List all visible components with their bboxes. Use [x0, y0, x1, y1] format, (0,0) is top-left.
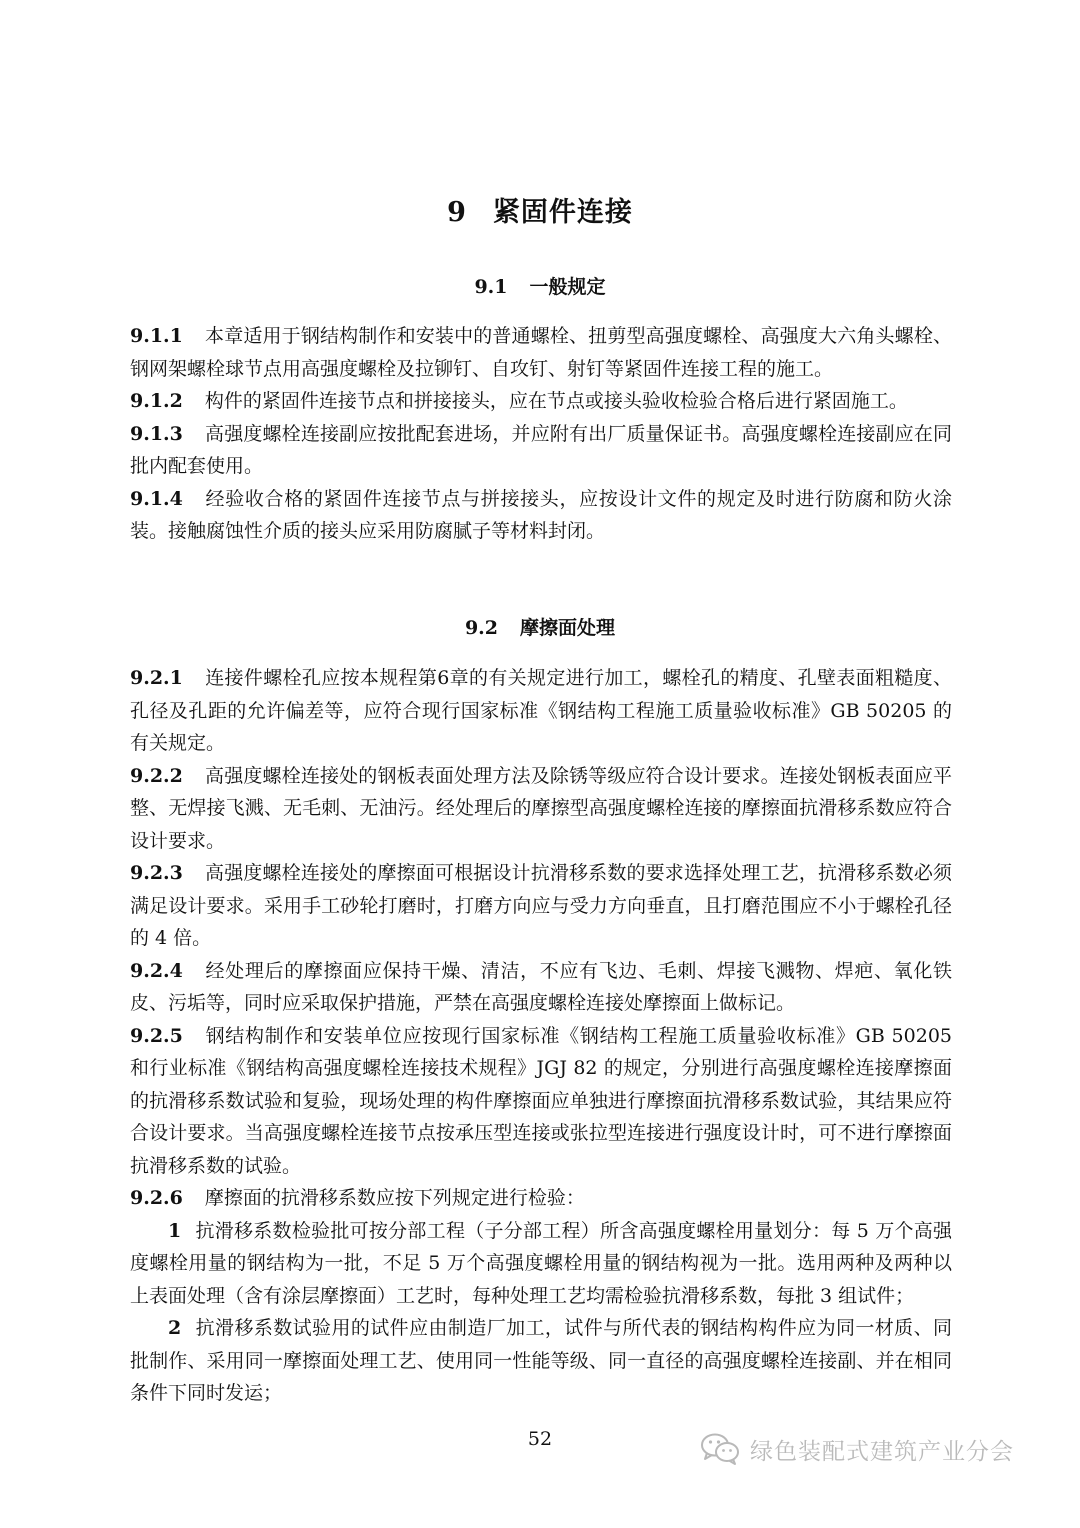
- clause: 9.2.5 钢结构制作和安装单位应按现行国家标准《钢结构工程施工质量验收标准》GB 50205 和行业标准《钢结构高强度螺栓连接技术规程》JGJ 82 的规定，分别进行高强度螺栓连接摩擦面的抗滑移系数试验和复验，现场处理的构件摩擦面应单独进行摩擦面抗滑移系数试验，其结果应符合设计要求。当高强度螺栓连接节点按承压型连接或张拉型连接进行强度设计时，可不进行摩擦面抗滑移系数的试验。: [130, 1024, 952, 1177]
- section-body-9-2: [130, 662, 952, 1410]
- clause: 9.2.3 高强度螺栓连接处的摩擦面可根据设计抗滑移系数的要求选择处理工艺，抗滑移系数必须满足设计要求。采用手工砂轮打磨时，打磨方向应与受力方向垂直，且打磨范围应不小于螺栓孔径的 4 倍。: [130, 862, 952, 949]
- list-item: 2 抗滑移系数试验用的试件应由制造厂加工，试件与所代表的钢结构构件应为同一材质、同批制作、采用同一摩擦面处理工艺、使用同一性能等级、同一直径的高强度螺栓连接副、并在相同条件下同时发运；: [130, 1317, 952, 1404]
- section-title-9-2: 9.2 摩擦面处理: [464, 617, 616, 639]
- section-body-9-1: [130, 320, 952, 548]
- list-item: 1 抗滑移系数检验批可按分部工程（子分部工程）所含高强度螺栓用量划分：每 5 万个高强度螺栓用量的钢结构为一批，不足 5 万个高强度螺栓用量的钢结构视为一批。选用两种及两种以上表面处理（含有涂层摩擦面）工艺时，每种处理工艺均需检验抗滑移系数，每批 3 组试件；: [130, 1219, 952, 1307]
- clause: 9.1.1 本章适用于钢结构制作和安装中的普通螺栓、扭剪型高强度螺栓、高强度大六角头螺栓、钢网架螺栓球节点用高强度螺栓及拉铆钉、自攻钉、射钉等紧固件连接工程的施工。: [130, 325, 952, 380]
- page-number: 52: [527, 1428, 553, 1450]
- clause: 9.2.4 经处理后的摩擦面应保持干燥、清洁，不应有飞边、毛刺、焊接飞溅物、焊疤、氧化铁皮、污垢等，同时应采取保护措施，严禁在高强度螺栓连接处摩擦面上做标记。: [130, 959, 952, 1014]
- clause: 9.2.1 连接件螺栓孔应按本规程第6章的有关规定进行加工，螺栓孔的精度、孔壁表面粗糙度、孔径及孔距的允许偏差等，应符合现行国家标准《钢结构工程施工质量验收标准》GB 50205 的有关规定。: [130, 667, 952, 754]
- clause: 9.2.6 摩擦面的抗滑移系数应按下列规定进行检验：: [130, 1187, 585, 1209]
- clause: 9.2.2 高强度螺栓连接处的钢板表面处理方法及除锈等级应符合设计要求。连接处钢板表面应平整、无焊接飞溅、无毛刺、无油污。经处理后的摩擦型高强度螺栓连接的摩擦面抗滑移系数应符合设计要求。: [130, 764, 952, 852]
- chapter-number: 9: [447, 197, 467, 228]
- wechat-icon: [700, 1432, 740, 1466]
- section-title-9-1: 9.1 一般规定: [474, 276, 606, 298]
- chapter-title: [0, 190, 1080, 229]
- chapter-title-text: 紧固件连接: [492, 197, 633, 228]
- watermark-text: 绿色装配式建筑产业分会: [750, 1438, 1014, 1465]
- watermark: [700, 1432, 1014, 1466]
- clause: 9.1.4 经验收合格的紧固件连接节点与拼接接头，应按设计文件的规定及时进行防腐和防火涂装。接触腐蚀性介质的接头应采用防腐腻子等材料封闭。: [130, 487, 952, 542]
- clause: 9.1.2 构件的紧固件连接节点和拼接接头，应在节点或接头验收检验合格后进行紧固施工。: [130, 390, 908, 412]
- clause: 9.1.3 高强度螺栓连接副应按批配套进场，并应附有出厂质量保证书。高强度螺栓连接副应在同批内配套使用。: [130, 422, 952, 477]
